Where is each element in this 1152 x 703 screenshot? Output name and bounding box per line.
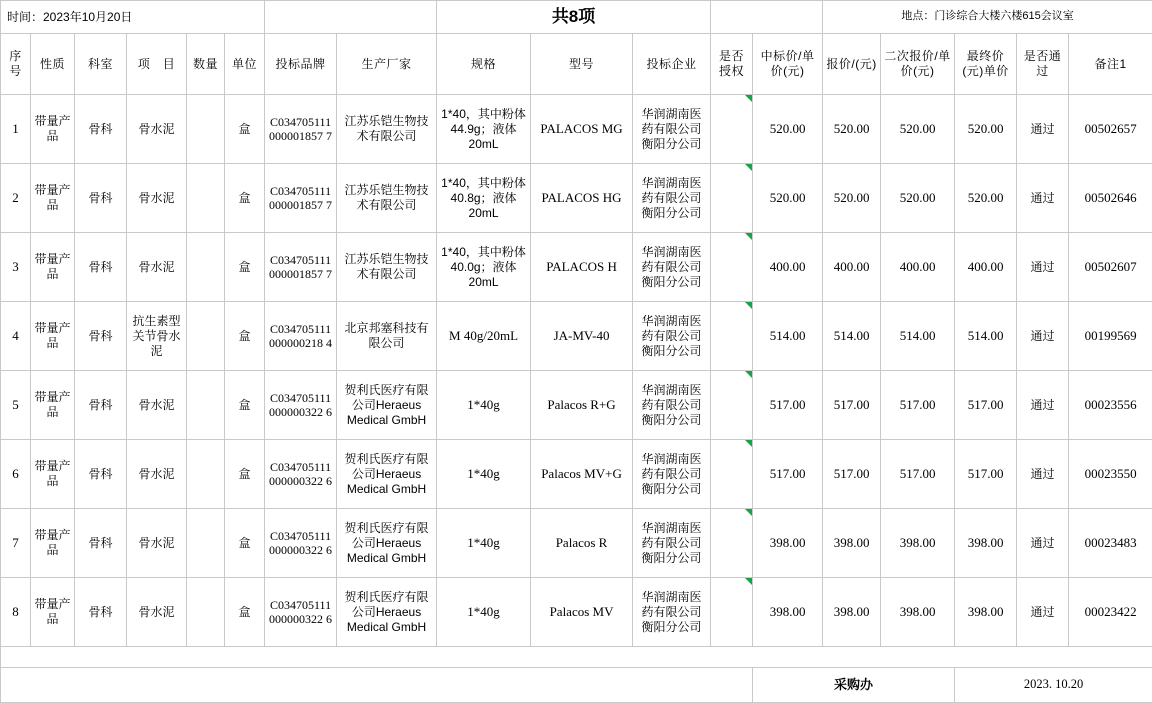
cell-second-quote: 400.00 <box>881 233 955 302</box>
cell-bidder: 华润湖南医药有限公司衡阳分公司 <box>633 371 711 440</box>
header-info-row <box>1 1 1152 34</box>
cell-auth <box>711 95 753 164</box>
cell-quote: 400.00 <box>823 233 881 302</box>
cell-brand: C034705111000001857 7 <box>265 233 337 302</box>
cell-auth <box>711 233 753 302</box>
col-header-second-quote: 二次报价/单价(元) <box>881 34 955 95</box>
col-header-auth: 是否授权 <box>711 34 753 95</box>
cell-brand: C034705111000000322 6 <box>265 371 337 440</box>
meeting-time: 时间：2023年10月20日 <box>1 1 265 34</box>
col-header-nature: 性质 <box>31 34 75 95</box>
cell-nature: 带量产品 <box>31 440 75 509</box>
cell-auth <box>711 440 753 509</box>
cell-dept: 骨科 <box>75 440 127 509</box>
cell-nature: 带量产品 <box>31 371 75 440</box>
auth-marker-icon <box>745 371 752 378</box>
cell-brand: C034705111000001857 7 <box>265 164 337 233</box>
cell-remark: 00023556 <box>1069 371 1152 440</box>
table-row <box>1 371 1152 440</box>
auth-marker-icon <box>745 233 752 240</box>
cell-win-price: 398.00 <box>753 578 823 647</box>
cell-item: 骨水泥 <box>127 95 187 164</box>
cell-final-price: 514.00 <box>955 302 1017 371</box>
top-blank-left <box>265 1 437 34</box>
auth-marker-icon <box>745 440 752 447</box>
sheet-title: 共8项 <box>437 1 711 34</box>
spacer-cell <box>1 647 1152 668</box>
cell-dept: 骨科 <box>75 302 127 371</box>
cell-final-price: 398.00 <box>955 509 1017 578</box>
cell-no: 6 <box>1 440 31 509</box>
cell-qty <box>187 302 225 371</box>
cell-second-quote: 520.00 <box>881 164 955 233</box>
cell-auth <box>711 578 753 647</box>
cell-final-price: 398.00 <box>955 578 1017 647</box>
cell-win-price: 520.00 <box>753 164 823 233</box>
col-header-qty: 数量 <box>187 34 225 95</box>
cell-item: 抗生素型关节骨水泥 <box>127 302 187 371</box>
cell-qty <box>187 95 225 164</box>
cell-qty <box>187 578 225 647</box>
cell-unit: 盒 <box>225 164 265 233</box>
cell-brand: C034705111000001857 7 <box>265 95 337 164</box>
cell-spec: 1*40，其中粉体40.0g；液体20mL <box>437 233 531 302</box>
cell-model: Palacos MV <box>531 578 633 647</box>
cell-passed: 通过 <box>1017 509 1069 578</box>
table-row <box>1 164 1152 233</box>
cell-brand: C034705111000000322 6 <box>265 440 337 509</box>
col-header-unit: 单位 <box>225 34 265 95</box>
table-row <box>1 95 1152 164</box>
cell-bidder: 华润湖南医药有限公司衡阳分公司 <box>633 440 711 509</box>
cell-second-quote: 398.00 <box>881 578 955 647</box>
cell-spec: 1*40g <box>437 578 531 647</box>
cell-spec: 1*40g <box>437 509 531 578</box>
cell-final-price: 517.00 <box>955 371 1017 440</box>
cell-passed: 通过 <box>1017 164 1069 233</box>
cell-bidder: 华润湖南医药有限公司衡阳分公司 <box>633 302 711 371</box>
cell-model: Palacos R <box>531 509 633 578</box>
col-header-manufacturer: 生产厂家 <box>337 34 437 95</box>
cell-model: PALACOS HG <box>531 164 633 233</box>
cell-unit: 盒 <box>225 578 265 647</box>
cell-dept: 骨科 <box>75 233 127 302</box>
cell-qty <box>187 509 225 578</box>
cell-passed: 通过 <box>1017 578 1069 647</box>
cell-no: 8 <box>1 578 31 647</box>
cell-bidder: 华润湖南医药有限公司衡阳分公司 <box>633 509 711 578</box>
cell-no: 1 <box>1 95 31 164</box>
footer-date: 2023. 10.20 <box>955 668 1152 703</box>
cell-item: 骨水泥 <box>127 371 187 440</box>
cell-remark: 00502607 <box>1069 233 1152 302</box>
cell-dept: 骨科 <box>75 95 127 164</box>
cell-item: 骨水泥 <box>127 440 187 509</box>
cell-dept: 骨科 <box>75 578 127 647</box>
cell-passed: 通过 <box>1017 371 1069 440</box>
cell-brand: C034705111000000218 4 <box>265 302 337 371</box>
cell-quote: 517.00 <box>823 440 881 509</box>
cell-no: 7 <box>1 509 31 578</box>
cell-dept: 骨科 <box>75 164 127 233</box>
col-header-bidder: 投标企业 <box>633 34 711 95</box>
cell-model: Palacos R+G <box>531 371 633 440</box>
cell-manufacturer: 贺利氏医疗有限公司Heraeus Medical GmbH <box>337 509 437 578</box>
cell-passed: 通过 <box>1017 440 1069 509</box>
cell-unit: 盒 <box>225 302 265 371</box>
col-header-win-price: 中标价/单价(元) <box>753 34 823 95</box>
cell-auth <box>711 371 753 440</box>
auth-marker-icon <box>745 509 752 516</box>
col-header-passed: 是否通过 <box>1017 34 1069 95</box>
cell-win-price: 400.00 <box>753 233 823 302</box>
col-header-final-price: 最终价(元)单价 <box>955 34 1017 95</box>
cell-win-price: 517.00 <box>753 371 823 440</box>
col-header-remark: 备注1 <box>1069 34 1152 95</box>
cell-bidder: 华润湖南医药有限公司衡阳分公司 <box>633 233 711 302</box>
cell-unit: 盒 <box>225 440 265 509</box>
auth-marker-icon <box>745 164 752 171</box>
cell-no: 3 <box>1 233 31 302</box>
cell-second-quote: 517.00 <box>881 371 955 440</box>
cell-remark: 00023550 <box>1069 440 1152 509</box>
cell-qty <box>187 164 225 233</box>
cell-passed: 通过 <box>1017 302 1069 371</box>
cell-item: 骨水泥 <box>127 164 187 233</box>
cell-unit: 盒 <box>225 509 265 578</box>
table-row <box>1 440 1152 509</box>
table-row <box>1 578 1152 647</box>
cell-second-quote: 517.00 <box>881 440 955 509</box>
cell-model: PALACOS MG <box>531 95 633 164</box>
cell-dept: 骨科 <box>75 371 127 440</box>
col-header-no: 序号 <box>1 34 31 95</box>
footer-row <box>1 668 1152 703</box>
col-header-quote: 报价/(元) <box>823 34 881 95</box>
cell-remark: 00502646 <box>1069 164 1152 233</box>
cell-bidder: 华润湖南医药有限公司衡阳分公司 <box>633 164 711 233</box>
col-header-item: 项 目 <box>127 34 187 95</box>
cell-auth <box>711 164 753 233</box>
cell-no: 2 <box>1 164 31 233</box>
auth-marker-icon <box>745 302 752 309</box>
cell-second-quote: 398.00 <box>881 509 955 578</box>
col-header-dept: 科室 <box>75 34 127 95</box>
auth-marker-icon <box>745 578 752 585</box>
cell-win-price: 520.00 <box>753 95 823 164</box>
cell-quote: 514.00 <box>823 302 881 371</box>
spacer-row <box>1 647 1152 668</box>
cell-remark: 00023422 <box>1069 578 1152 647</box>
cell-no: 5 <box>1 371 31 440</box>
cell-manufacturer: 江苏乐铠生物技术有限公司 <box>337 164 437 233</box>
cell-remark: 00199569 <box>1069 302 1152 371</box>
cell-model: JA-MV-40 <box>531 302 633 371</box>
cell-model: Palacos MV+G <box>531 440 633 509</box>
cell-auth <box>711 509 753 578</box>
cell-manufacturer: 贺利氏医疗有限公司Heraeus Medical GmbH <box>337 371 437 440</box>
cell-manufacturer: 北京邦塞科技有限公司 <box>337 302 437 371</box>
cell-final-price: 520.00 <box>955 95 1017 164</box>
footer-blank <box>1 668 753 703</box>
cell-no: 4 <box>1 302 31 371</box>
cell-passed: 通过 <box>1017 95 1069 164</box>
cell-final-price: 517.00 <box>955 440 1017 509</box>
cell-unit: 盒 <box>225 233 265 302</box>
cell-manufacturer: 江苏乐铠生物技术有限公司 <box>337 95 437 164</box>
cell-win-price: 517.00 <box>753 440 823 509</box>
cell-qty <box>187 233 225 302</box>
cell-nature: 带量产品 <box>31 509 75 578</box>
cell-second-quote: 520.00 <box>881 95 955 164</box>
table-header-row <box>1 34 1152 95</box>
cell-spec: 1*40g <box>437 440 531 509</box>
cell-nature: 带量产品 <box>31 578 75 647</box>
cell-spec: 1*40g <box>437 371 531 440</box>
cell-remark: 00502657 <box>1069 95 1152 164</box>
cell-qty <box>187 371 225 440</box>
cell-second-quote: 514.00 <box>881 302 955 371</box>
cell-unit: 盒 <box>225 371 265 440</box>
cell-bidder: 华润湖南医药有限公司衡阳分公司 <box>633 95 711 164</box>
cell-final-price: 400.00 <box>955 233 1017 302</box>
cell-unit: 盒 <box>225 95 265 164</box>
cell-quote: 520.00 <box>823 95 881 164</box>
cell-dept: 骨科 <box>75 509 127 578</box>
cell-nature: 带量产品 <box>31 164 75 233</box>
footer-dept: 采购办 <box>753 668 955 703</box>
cell-model: PALACOS H <box>531 233 633 302</box>
cell-passed: 通过 <box>1017 233 1069 302</box>
cell-item: 骨水泥 <box>127 578 187 647</box>
cell-brand: C034705111000000322 6 <box>265 578 337 647</box>
cell-spec: M 40g/20mL <box>437 302 531 371</box>
cell-quote: 398.00 <box>823 578 881 647</box>
cell-item: 骨水泥 <box>127 509 187 578</box>
cell-bidder: 华润湖南医药有限公司衡阳分公司 <box>633 578 711 647</box>
cell-manufacturer: 贺利氏医疗有限公司Heraeus Medical GmbH <box>337 440 437 509</box>
cell-nature: 带量产品 <box>31 302 75 371</box>
meeting-place: 地点：门诊综合大楼六楼615会议室 <box>823 1 1152 34</box>
cell-win-price: 398.00 <box>753 509 823 578</box>
cell-spec: 1*40，其中粉体40.8g；液体20mL <box>437 164 531 233</box>
cell-quote: 398.00 <box>823 509 881 578</box>
cell-quote: 517.00 <box>823 371 881 440</box>
cell-nature: 带量产品 <box>31 95 75 164</box>
col-header-brand: 投标品牌 <box>265 34 337 95</box>
cell-manufacturer: 江苏乐铠生物技术有限公司 <box>337 233 437 302</box>
cell-remark: 00023483 <box>1069 509 1152 578</box>
table-row <box>1 509 1152 578</box>
cell-quote: 520.00 <box>823 164 881 233</box>
cell-nature: 带量产品 <box>31 233 75 302</box>
cell-spec: 1*40，其中粉体44.9g；液体20mL <box>437 95 531 164</box>
cell-brand: C034705111000000322 6 <box>265 509 337 578</box>
top-blank-mid <box>711 1 823 34</box>
cell-qty <box>187 440 225 509</box>
cell-auth <box>711 302 753 371</box>
cell-manufacturer: 贺利氏医疗有限公司Heraeus Medical GmbH <box>337 578 437 647</box>
cell-item: 骨水泥 <box>127 233 187 302</box>
table-row <box>1 302 1152 371</box>
cell-win-price: 514.00 <box>753 302 823 371</box>
auth-marker-icon <box>745 95 752 102</box>
col-header-spec: 规格 <box>437 34 531 95</box>
table-row <box>1 233 1152 302</box>
cell-final-price: 520.00 <box>955 164 1017 233</box>
col-header-model: 型号 <box>531 34 633 95</box>
